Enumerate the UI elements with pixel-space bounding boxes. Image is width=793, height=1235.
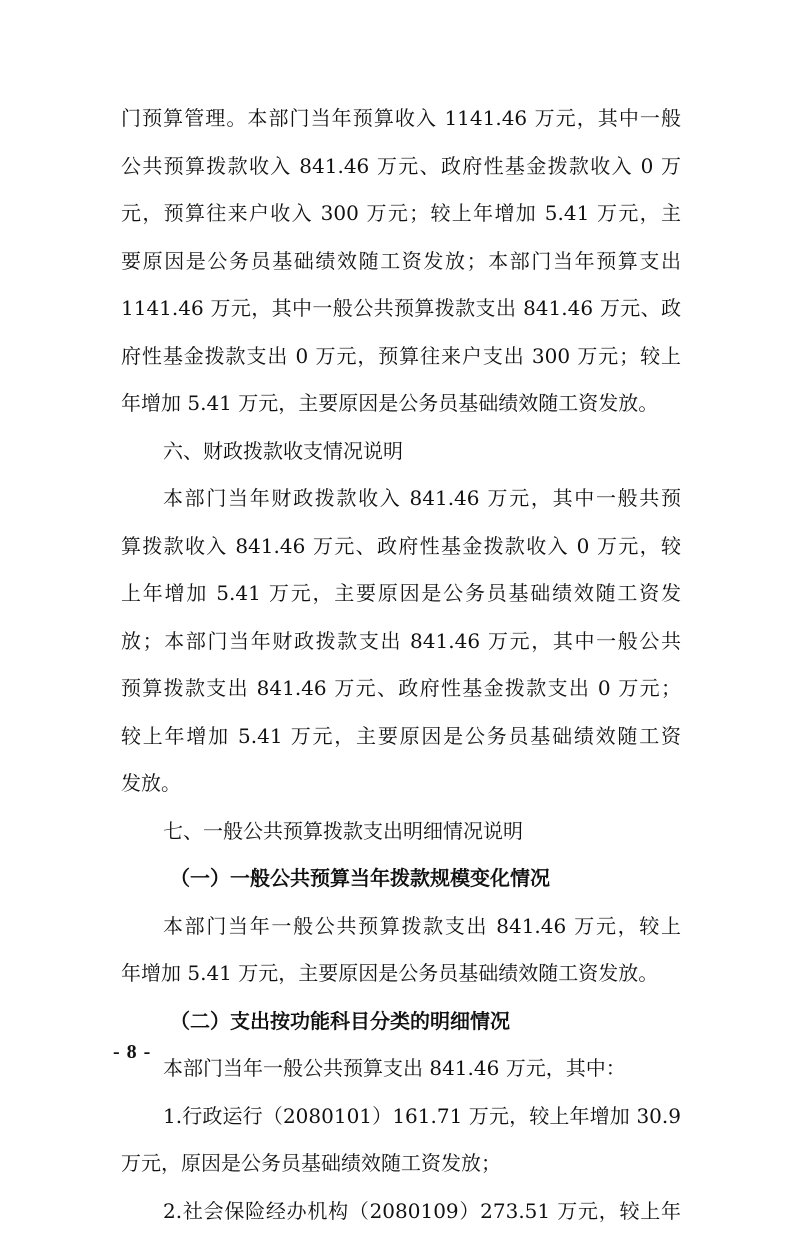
list-item-continuation: 万元，原因是公务员基础绩效随工资发放；: [121, 1140, 681, 1188]
subsection-heading-one: （一）一般公共预算当年拨款规模变化情况: [121, 855, 681, 903]
body-line: 较上年增加 5.41 万元，主要原因是公务员基础绩效随工资: [121, 713, 681, 761]
body-line: 上年增加 5.41 万元，主要原因是公务员基础绩效随工资发: [121, 570, 681, 618]
body-line: 元，预算往来户收入 300 万元；较上年增加 5.41 万元，主: [121, 190, 681, 238]
page-number: - 8 -: [113, 1041, 151, 1064]
body-line: 算拨款收入 841.46 万元、政府性基金拨款收入 0 万元，较: [121, 523, 681, 571]
list-item: 2.社会保险经办机构（2080109）273.51 万元，较上年: [121, 1188, 681, 1235]
body-line: 本部门当年财政拨款收入 841.46 万元，其中一般共预: [121, 475, 681, 523]
body-line: 公共预算拨款收入 841.46 万元、政府性基金拨款收入 0 万: [121, 143, 681, 191]
body-line: 放；本部门当年财政拨款支出 841.46 万元，其中一般公共: [121, 618, 681, 666]
section-heading-six: 六、财政拨款收支情况说明: [121, 428, 681, 476]
body-line: 年增加 5.41 万元，主要原因是公务员基础绩效随工资发放。: [121, 950, 681, 998]
body-line: 发放。: [121, 760, 681, 808]
section-heading-seven: 七、一般公共预算拨款支出明细情况说明: [121, 808, 681, 856]
body-line: 本部门当年一般公共预算拨款支出 841.46 万元，较上: [121, 903, 681, 951]
body-line: 府性基金拨款支出 0 万元，预算往来户支出 300 万元；较上: [121, 333, 681, 381]
body-line: 门预算管理。本部门当年预算收入 1141.46 万元，其中一般: [121, 95, 681, 143]
body-line: 预算拨款支出 841.46 万元、政府性基金拨款支出 0 万元；: [121, 665, 681, 713]
subsection-heading-two: （二）支出按功能科目分类的明细情况: [121, 998, 681, 1046]
body-line: 年增加 5.41 万元，主要原因是公务员基础绩效随工资发放。: [121, 380, 681, 428]
body-line: 要原因是公务员基础绩效随工资发放；本部门当年预算支出: [121, 238, 681, 286]
body-line: 1141.46 万元，其中一般公共预算拨款支出 841.46 万元、政: [121, 285, 681, 333]
body-line: 本部门当年一般公共预算支出 841.46 万元，其中：: [121, 1045, 681, 1093]
list-item: 1.行政运行（2080101）161.71 万元，较上年增加 30.9: [121, 1093, 681, 1141]
document-body: [121, 95, 681, 1235]
